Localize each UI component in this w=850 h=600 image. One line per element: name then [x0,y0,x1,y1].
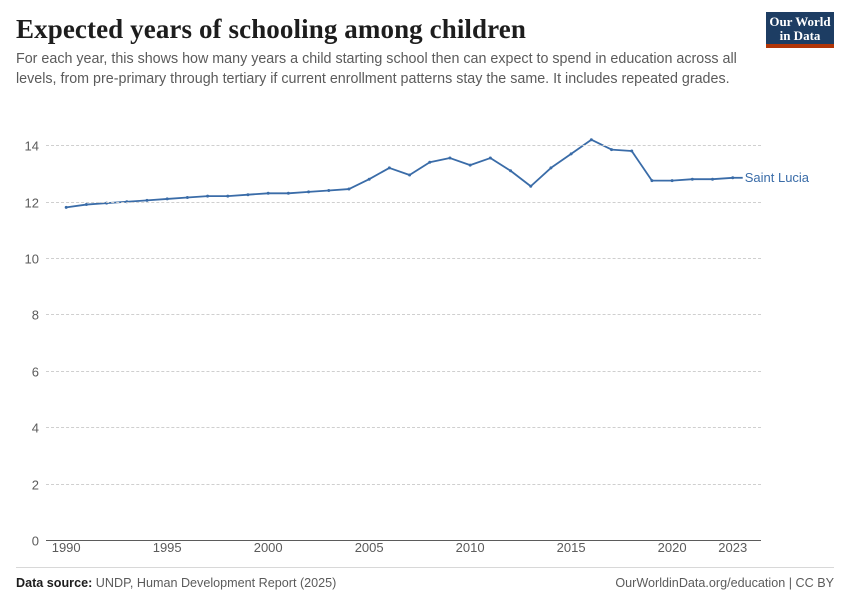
y-tick-label: 8 [31,307,39,323]
data-point [711,178,714,181]
x-tick-label: 2020 [657,540,687,555]
gridline-4 [31,420,761,436]
x-tick-label: 1995 [152,540,182,555]
data-point [610,148,613,151]
data-point [206,195,209,198]
data-point [347,188,350,191]
data-point [509,169,512,172]
gridline-8 [31,307,761,323]
data-source [16,576,336,590]
y-tick-label: 0 [31,533,39,549]
data-point [529,185,532,188]
data-point [428,161,431,164]
gridline-6 [31,364,761,380]
data-point [549,166,552,169]
data-point [327,189,330,192]
gridline-12 [24,195,761,211]
x-tick-label: 2010 [455,540,485,555]
data-source-label: Data source: [16,576,93,590]
data-point [408,173,411,176]
data-point [186,196,189,199]
y-tick-label: 10 [24,251,39,267]
chart-area[interactable] [16,112,834,555]
x-tick-label: 1990 [51,540,81,555]
data-point [368,178,371,181]
x-tick-label: 2005 [354,540,384,555]
data-source-value: UNDP, Human Development Report (2025) [95,576,337,590]
chart-header [16,14,834,90]
data-point [166,197,169,200]
chart-footer [16,567,834,590]
gridline-14 [24,138,761,154]
gridline-10 [24,251,761,267]
y-tick-label: 6 [31,364,39,380]
our-world-in-data-logo[interactable] [766,12,834,48]
data-point [691,178,694,181]
line-series-svg [46,120,761,540]
data-point [590,138,593,141]
page-title: Expected years of schooling among children [16,14,526,44]
data-point [630,150,633,153]
data-point [267,192,270,195]
y-tick-label: 14 [24,138,39,154]
series-line [66,140,733,208]
footer-attribution[interactable]: OurWorldinData.org/education | CC BY [615,576,834,590]
data-point [388,166,391,169]
data-point [85,203,88,206]
x-tick-label: 2015 [556,540,586,555]
data-point [448,157,451,160]
data-point [570,152,573,155]
x-tick-label: 2000 [253,540,283,555]
data-point [489,157,492,160]
data-point [650,179,653,182]
data-point [287,192,290,195]
series-label-saint-lucia[interactable]: Saint Lucia [744,169,810,185]
data-point [65,206,68,209]
data-point [226,195,229,198]
logo-line-1: Our World [769,14,831,29]
y-tick-label: 2 [31,477,39,493]
data-point [307,190,310,193]
chart-subtitle: For each year, this shows how many years a child starting school then can expect to spend in education across all levels, from pre-primary through tertiary if current enrollment patterns stay the same. It includes repeated grades. [16,51,737,87]
data-point [469,164,472,167]
data-point [246,193,249,196]
x-axis [46,540,761,562]
x-tick-label: 2023 [718,540,748,555]
gridline-2 [31,477,761,493]
data-point [671,179,674,182]
y-tick-label: 4 [31,420,39,436]
y-tick-label: 12 [24,195,39,211]
logo-line-2: in Data [779,28,821,43]
